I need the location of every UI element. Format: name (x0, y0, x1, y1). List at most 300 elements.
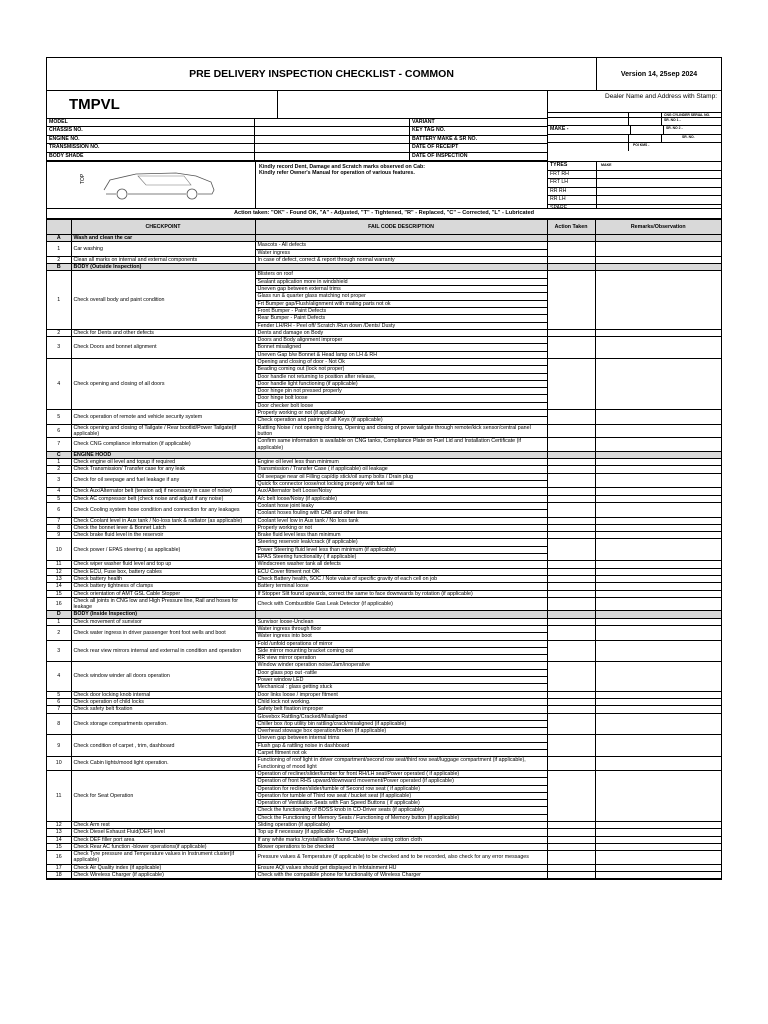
checkpoint-text: Check power / EPAS steering ( as applicable) (71, 539, 255, 561)
fail-code-text: Blower operations to be checked (255, 843, 547, 850)
fail-code-text: Carpet fitment not ok (255, 750, 547, 757)
fail-code-text: Chiller box /top utility bin rattling/crack/misaligned (if applicable) (255, 720, 547, 727)
remarks-cell[interactable] (595, 872, 721, 879)
checkpoint-text: Check movement of sunvisor (71, 618, 255, 625)
fail-code-text: Doors and Body alignment improper (255, 337, 547, 344)
item-number: 6 (47, 424, 71, 438)
action-taken-cell[interactable] (547, 329, 595, 336)
remarks-cell[interactable] (595, 618, 721, 625)
remarks-cell[interactable] (595, 822, 721, 829)
checklist-row (47, 473, 721, 480)
item-number: 11 (47, 770, 71, 821)
fail-code-text: Coolant level low in Aux tank / No loss tank (255, 517, 547, 524)
action-taken-cell[interactable] (547, 568, 595, 575)
checkpoint-text: Check rear view mirrors internal and external in condition and operation (71, 640, 255, 662)
fail-code-text: Water ingress through floor (255, 625, 547, 632)
item-number: 15 (47, 590, 71, 597)
fail-code-text: Ensure AQI values should get displayed in Infotainment HU (255, 864, 547, 871)
title-bar (47, 58, 721, 91)
checkpoint-text: Check the bonnet lever & Bonnet Latch (71, 524, 255, 531)
fail-code-text: Properly working or not (255, 524, 547, 531)
remarks-cell[interactable] (595, 757, 721, 771)
checklist-row (47, 590, 721, 597)
fail-code-text: EPAS Steering functionality ( if applicable) (255, 554, 547, 561)
remarks-cell[interactable] (595, 337, 721, 359)
action-taken-cell[interactable] (547, 590, 595, 597)
fail-code-text: If any white marks /crystallisation found- Clean/wipe using cotton cloth (255, 836, 547, 843)
fail-code-text: Fender LH/RH - Peel off/ Scratch /Run down /Dents/ Dusty (255, 322, 547, 329)
fail-code-text: Water ingress into boot (255, 633, 547, 640)
damage-record-row (47, 162, 721, 209)
action-taken-cell[interactable] (547, 575, 595, 582)
remarks-cell[interactable] (595, 713, 721, 735)
remarks-cell[interactable] (595, 829, 721, 836)
action-taken-cell[interactable] (547, 517, 595, 524)
checklist-row (47, 532, 721, 539)
checkpoint-text: Check overall body and paint condition (71, 271, 255, 329)
action-taken-cell[interactable] (547, 242, 595, 257)
fail-code-text: Properly working or not (if applicable) (255, 410, 547, 417)
fail-code-text: Check with Combustible Gas Leak Detector (if applicable) (255, 597, 547, 611)
field-transmission: TRANSMISSION NO. (47, 144, 255, 151)
fail-code-text: Check the Functioning of Memory Seats / Functioning of Memory button (if applicable) (255, 814, 547, 821)
checkpoint-text: Check storage compartments operation. (71, 713, 255, 735)
svg-text:TOP: TOP (80, 173, 86, 184)
field-body-shade: BODY SHADE (47, 153, 255, 160)
fail-code-text: Blisters on roof (255, 271, 547, 278)
checklist-table (47, 219, 721, 879)
instruction-line-2: Kindly refer Owner's Manual for operation of various features. (259, 169, 415, 176)
field-variant: VARIANT (412, 119, 435, 125)
item-number: 3 (47, 640, 71, 662)
remarks-cell[interactable] (595, 532, 721, 539)
item-number: 12 (47, 568, 71, 575)
checklist-row (47, 524, 721, 531)
col-remarks: Remarks/Observation (595, 219, 721, 234)
checklist-row (47, 256, 721, 263)
poi-kms-label: POI KMS - (633, 143, 650, 148)
brand-logo-text: TMPVL (47, 91, 278, 118)
checkpoint-text: Check Air Quality index (if applicable) (71, 864, 255, 871)
fail-code-text: Engine oil level less than minimum (255, 459, 547, 466)
fail-code-text: Flush gap & rattling noise in dashboard (255, 742, 547, 749)
fail-code-text: Door hinge pin not pressed properly (255, 388, 547, 395)
instruction-line-1: Kindly record Dent, Damage and Scratch marks observed on Cab: (259, 163, 426, 170)
tyre-make-label: MAKE (597, 162, 721, 171)
fail-code-text: A/c belt loose/Noisy (if applicable) (255, 495, 547, 502)
action-taken-cell[interactable] (547, 706, 595, 713)
remarks-cell[interactable] (595, 539, 721, 561)
checkpoint-text: Check engine oil level and topup if required (71, 459, 255, 466)
transmission-value[interactable] (255, 144, 410, 151)
fail-code-text: Coolant hoses fouling with CAB and other lines (255, 510, 547, 517)
fail-code-text: Top up if necessary (if applicable - Chargeable) (255, 829, 547, 836)
fail-code-text: Check Battery health, SOC / Note value of specific gravity of each cell on job (255, 575, 547, 582)
section-header-row (47, 234, 721, 241)
checklist-row (47, 359, 721, 366)
item-number: 6 (47, 502, 71, 517)
remarks-cell[interactable] (595, 843, 721, 850)
action-taken-cell[interactable] (547, 359, 595, 410)
section-header-row (47, 264, 721, 271)
checklist-row (47, 640, 721, 647)
item-number: 9 (47, 735, 71, 757)
action-taken-cell[interactable] (547, 502, 595, 517)
checklist-row (47, 851, 721, 865)
checkpoint-text: Check all joints in CNG low and High Pressure line, Rail and hoses for leakage (71, 597, 255, 611)
fail-code-text: Beading coming out (lock not proper) (255, 366, 547, 373)
action-taken-cell[interactable] (547, 735, 595, 757)
checkpoint-text: Check condition of carpet , trim, dashboard (71, 735, 255, 757)
fail-code-text: Overhead stowage box operation/broken (if applicable) (255, 728, 547, 735)
battery-make-label: MAKE - (548, 126, 631, 133)
fail-code-text: Dents and damage on Body (255, 329, 547, 336)
action-taken-cell[interactable] (547, 495, 595, 502)
item-number: 8 (47, 713, 71, 735)
checklist-row (47, 735, 721, 742)
checklist-row (47, 757, 721, 771)
checklist-row (47, 706, 721, 713)
item-number: 8 (47, 524, 71, 531)
fail-code-text: Mechanical : glass getting stuck (255, 684, 547, 691)
inspection-sheet (46, 57, 722, 880)
item-number: 16 (47, 597, 71, 611)
remarks-cell[interactable] (595, 271, 721, 329)
checkpoint-text: Check Cooling system hose condition and connection for any leakages (71, 502, 255, 517)
action-taken-cell[interactable] (547, 822, 595, 829)
fail-code-text: Door handle light functioning (if applicable) (255, 380, 547, 387)
remarks-cell[interactable] (595, 590, 721, 597)
checkpoint-text: Check brake fluid level in the reservoir (71, 532, 255, 539)
field-inspection: DATE OF INSPECTION (412, 152, 468, 159)
remarks-cell[interactable] (595, 410, 721, 425)
remarks-cell[interactable] (595, 836, 721, 843)
checklist-row (47, 561, 721, 568)
field-engine: ENGINE NO. (47, 136, 255, 143)
fail-code-text: Uneven Gap b/w Bonnet & Head lamp on LH & RH (255, 351, 547, 358)
item-number: 15 (47, 843, 71, 850)
remarks-cell[interactable] (595, 864, 721, 871)
fail-code-text: Sunvisor loose-Unclean (255, 618, 547, 625)
item-number: 2 (47, 329, 71, 336)
item-number: 2 (47, 256, 71, 263)
checklist-row (47, 488, 721, 495)
section-header-row (47, 451, 721, 458)
checkpoint-text: Check orientation of AMT GSL Cable Stopper (71, 590, 255, 597)
action-taken-cell[interactable] (547, 864, 595, 871)
cng-serial-label: CNG CYLINDER SERIAL NO. (664, 113, 711, 117)
action-taken-cell[interactable] (547, 256, 595, 263)
item-number: 17 (47, 864, 71, 871)
fail-code-text: Window winder operation noise/Jam/inoperative (255, 662, 547, 669)
item-number: 9 (47, 532, 71, 539)
remarks-cell[interactable] (595, 242, 721, 257)
action-taken-cell[interactable] (547, 843, 595, 850)
checklist-row (47, 242, 721, 249)
checklist-row (47, 836, 721, 843)
chassis-value[interactable] (255, 127, 410, 134)
remarks-cell[interactable] (595, 625, 721, 640)
model-value[interactable] (255, 119, 410, 126)
fail-code-text: Uneven gap between external trims (255, 286, 547, 293)
checklist-row (47, 625, 721, 632)
action-taken-cell[interactable] (547, 713, 595, 735)
field-battery: BATTERY MAKE & SR NO. (412, 135, 478, 142)
fail-code-text: Fold /unfold operations of mirror (255, 640, 547, 647)
section-title: BODY (Inside Inspection) (71, 611, 255, 618)
remarks-cell[interactable] (595, 466, 721, 473)
action-taken-cell[interactable] (547, 829, 595, 836)
field-chassis: CHASSIS NO. (47, 127, 255, 134)
car-outline-icon (47, 162, 256, 208)
remarks-cell[interactable] (595, 561, 721, 568)
fail-code-text: Child lock not working. (255, 698, 547, 705)
checkpoint-text: Check door locking knob internal (71, 691, 255, 698)
fail-code-text: Opening and closing of door - Not Ok (255, 359, 547, 366)
sr-label: SR. NO. (682, 134, 695, 139)
remarks-cell[interactable] (595, 438, 721, 452)
checkpoint-text: Check Diesel Exhaust Fluid(DEF) level (71, 829, 255, 836)
checkpoint-text: Clean all marks on internal and external components (71, 256, 255, 263)
action-taken-cell[interactable] (547, 583, 595, 590)
fail-code-text: Door glass pop out -rattle (255, 669, 547, 676)
item-number: 5 (47, 410, 71, 425)
remarks-cell[interactable] (595, 459, 721, 466)
fail-code-text: Windscreen washer tank all defects (255, 561, 547, 568)
fail-code-text: Mascots - All defects (255, 242, 547, 249)
remarks-cell[interactable] (595, 597, 721, 611)
action-taken-cell[interactable] (547, 691, 595, 698)
checklist-row (47, 597, 721, 611)
action-taken-cell[interactable] (547, 836, 595, 843)
checkpoint-text: Check Cabin lights/mood light operation. (71, 757, 255, 771)
fail-code-text: Operation for tumble of Third row seat / bucket seat (if applicable) (255, 792, 547, 799)
checkpoint-text: Check operation of child locks (71, 698, 255, 705)
tyre-spare: SPARE (550, 204, 568, 211)
checklist-row (47, 770, 721, 777)
fail-code-text: Door hinge bolt loose (255, 395, 547, 402)
remarks-cell[interactable] (595, 502, 721, 517)
item-number: 14 (47, 836, 71, 843)
remarks-cell[interactable] (595, 517, 721, 524)
item-number: 12 (47, 822, 71, 829)
item-number: 7 (47, 517, 71, 524)
action-taken-cell[interactable] (547, 597, 595, 611)
fail-code-text: Sliding operation (if applicable) (255, 822, 547, 829)
item-number: 1 (47, 618, 71, 625)
fail-code-text: Battery terminal loose (255, 583, 547, 590)
item-number: 4 (47, 488, 71, 495)
item-number: 7 (47, 706, 71, 713)
remarks-cell[interactable] (595, 256, 721, 263)
damage-instructions (256, 162, 548, 208)
checklist-row (47, 271, 721, 278)
remarks-cell[interactable] (595, 583, 721, 590)
action-taken-cell[interactable] (547, 473, 595, 488)
remarks-cell[interactable] (595, 662, 721, 691)
item-number: 3 (47, 473, 71, 488)
checklist-row (47, 829, 721, 836)
tyre-frt-lh: FRT LH (548, 179, 596, 188)
checklist-row (47, 822, 721, 829)
action-taken-cell[interactable] (547, 757, 595, 771)
checkpoint-text: Check battery tightness of clamps (71, 583, 255, 590)
action-taken-cell[interactable] (547, 466, 595, 473)
remarks-cell[interactable] (595, 851, 721, 865)
remarks-cell[interactable] (595, 473, 721, 488)
item-number: 6 (47, 698, 71, 705)
remarks-cell[interactable] (595, 698, 721, 705)
fail-code-text: Check with the compatible phone for functionality of Wireless Charger (255, 872, 547, 879)
checklist-row (47, 438, 721, 452)
fail-code-text: Confirm same information is available on CNG tanks, Compliance Plate on Fuel Lid and Installation Certificate (if applicable) (255, 438, 547, 452)
checkpoint-text: Car washing (71, 242, 255, 257)
checkpoint-text: Check wiper washer fluid level and top up (71, 561, 255, 568)
checklist-row (47, 618, 721, 625)
fail-code-text: Rattling Noise / not opening /closing, Opening and closing of power tailgate through remote/kick sensor/central panel button (255, 424, 547, 438)
fail-code-text: Door links loose / improper fitment (255, 691, 547, 698)
item-number: 7 (47, 438, 71, 452)
item-number: 1 (47, 271, 71, 329)
tyres-header: TYRES (548, 162, 596, 171)
action-taken-cell[interactable] (547, 618, 595, 625)
checklist-row (47, 583, 721, 590)
fail-code-text: Rear Bumper - Paint Defects (255, 315, 547, 322)
checklist-row (47, 691, 721, 698)
header-block (47, 91, 721, 162)
action-taken-cell[interactable] (547, 851, 595, 865)
action-taken-cell[interactable] (547, 539, 595, 561)
tyre-rr-rh: RR RH (548, 188, 596, 197)
checkpoint-text: Check operation of remote and vehicle security system (71, 410, 255, 425)
fail-code-text: Water ingress (255, 249, 547, 256)
fail-code-text: In case of defect, correct & report through normal warranty (255, 256, 547, 263)
checkpoint-text: Check for Dents and other defects (71, 329, 255, 336)
fail-code-text: Glovebox Rattling/Cracked/Misaligned (255, 713, 547, 720)
remarks-cell[interactable] (595, 770, 721, 821)
field-model: MODEL (47, 119, 255, 126)
fail-code-text: Door handle not returning to position after release, (255, 373, 547, 380)
checklist-row (47, 337, 721, 344)
remarks-cell[interactable] (595, 706, 721, 713)
section-title: BODY (Outside Inspection) (71, 264, 255, 271)
section-letter: D (47, 611, 71, 618)
fail-code-text: ECU Cover fitment not OK (255, 568, 547, 575)
remarks-cell[interactable] (595, 424, 721, 438)
section-letter: A (47, 234, 71, 241)
remarks-cell[interactable] (595, 495, 721, 502)
action-taken-cell[interactable] (547, 424, 595, 438)
fail-code-text: Power window LED (255, 677, 547, 684)
item-number: 4 (47, 359, 71, 410)
checkpoint-text: Check opening and closing of Tailgate / Rear bootlid/Power Tailgate(if applicable) (71, 424, 255, 438)
tyre-values[interactable] (597, 162, 721, 208)
item-number: 5 (47, 691, 71, 698)
remarks-cell[interactable] (595, 640, 721, 662)
action-taken-cell[interactable] (547, 524, 595, 531)
checklist-row (47, 843, 721, 850)
dealer-stamp-area[interactable] (547, 91, 721, 161)
version-label: Version 14, 25sep 2024 (620, 70, 698, 78)
fail-code-text: Operation of Ventilation Seats with Fan Speed Buttons ( if applicable) (255, 800, 547, 807)
fail-code-text: Safety belt fixation improper (255, 706, 547, 713)
action-taken-cell[interactable] (547, 625, 595, 640)
checkpoint-text: Check for oil seepage and fuel leakage if any (71, 473, 255, 488)
field-key-tag: KEY TAG NO. (412, 127, 446, 134)
remarks-cell[interactable] (595, 359, 721, 410)
field-receipt: DATE OF RECEIPT (412, 144, 459, 151)
checklist-row (47, 872, 721, 879)
action-taken-cell[interactable] (547, 662, 595, 691)
fail-code-text: Bonnet misaligned (255, 344, 547, 351)
tyre-positions (548, 161, 597, 211)
item-number: 16 (47, 851, 71, 865)
item-number: 10 (47, 539, 71, 561)
checkpoint-text: Check battery health (71, 575, 255, 582)
action-taken-cell[interactable] (547, 459, 595, 466)
fail-code-text: Oil seepage near oil Filling cap/dip stick/oil sump bolts / Drain plug (255, 473, 547, 480)
checklist-row (47, 698, 721, 705)
action-taken-cell[interactable] (547, 438, 595, 452)
action-taken-cell[interactable] (547, 561, 595, 568)
page-title: PRE DELIVERY INSPECTION CHECKLIST - COMMON (47, 58, 597, 90)
item-number: 10 (47, 757, 71, 771)
remarks-cell[interactable] (595, 488, 721, 495)
action-taken-cell[interactable] (547, 488, 595, 495)
sr1-label: SR. NO 1 - (664, 118, 681, 122)
item-number: 11 (47, 561, 71, 568)
checklist-row (47, 575, 721, 582)
checkpoint-text: Check for Seat Operation (71, 770, 255, 821)
action-taken-cell[interactable] (547, 640, 595, 662)
remarks-cell[interactable] (595, 575, 721, 582)
checkpoint-text: Check water ingress in driver passenger front foot wells and boot (71, 625, 255, 640)
checkpoint-text: Check DEF filler port area (71, 836, 255, 843)
checkpoint-text: Check CNG compliance information (if applicable) (71, 438, 255, 452)
action-taken-cell[interactable] (547, 337, 595, 359)
checklist-row (47, 466, 721, 473)
checkpoint-text: Check opening and closing of all doors (71, 359, 255, 410)
fail-code-text: Brake fluid level less than minimum (255, 532, 547, 539)
remarks-cell[interactable] (595, 691, 721, 698)
checklist-row (47, 539, 721, 546)
engine-value[interactable] (255, 136, 410, 143)
checkpoint-text: Check Arm rest (71, 822, 255, 829)
checkpoint-text: Check safety belt fixation (71, 706, 255, 713)
checkpoint-text: Check Rear AC function -blower operations(if applicable) (71, 843, 255, 850)
body-shade-value[interactable] (255, 153, 410, 160)
remarks-cell[interactable] (595, 735, 721, 757)
section-title: Wash and clean the car (71, 234, 255, 241)
remarks-cell[interactable] (595, 524, 721, 531)
action-taken-cell[interactable] (547, 532, 595, 539)
action-taken-cell[interactable] (547, 410, 595, 425)
checkpoint-text: Check Wireless Charger (if applicable) (71, 872, 255, 879)
action-taken-cell[interactable] (547, 770, 595, 821)
checkpoint-text: Check Transmission/ Transfer case for any leak (71, 466, 255, 473)
remarks-cell[interactable] (595, 329, 721, 336)
fail-code-text: Operation of recliner/slider/lumber for front RH/LH seat/Power operated ( if applicable) (255, 770, 547, 777)
fail-code-text: Door checker bolt loose (255, 402, 547, 409)
action-taken-cell[interactable] (547, 698, 595, 705)
section-letter: B (47, 264, 71, 271)
action-taken-cell[interactable] (547, 271, 595, 329)
remarks-cell[interactable] (595, 568, 721, 575)
checklist-row (47, 662, 721, 669)
action-taken-cell[interactable] (547, 872, 595, 879)
item-number: 18 (47, 872, 71, 879)
item-number: 14 (47, 583, 71, 590)
